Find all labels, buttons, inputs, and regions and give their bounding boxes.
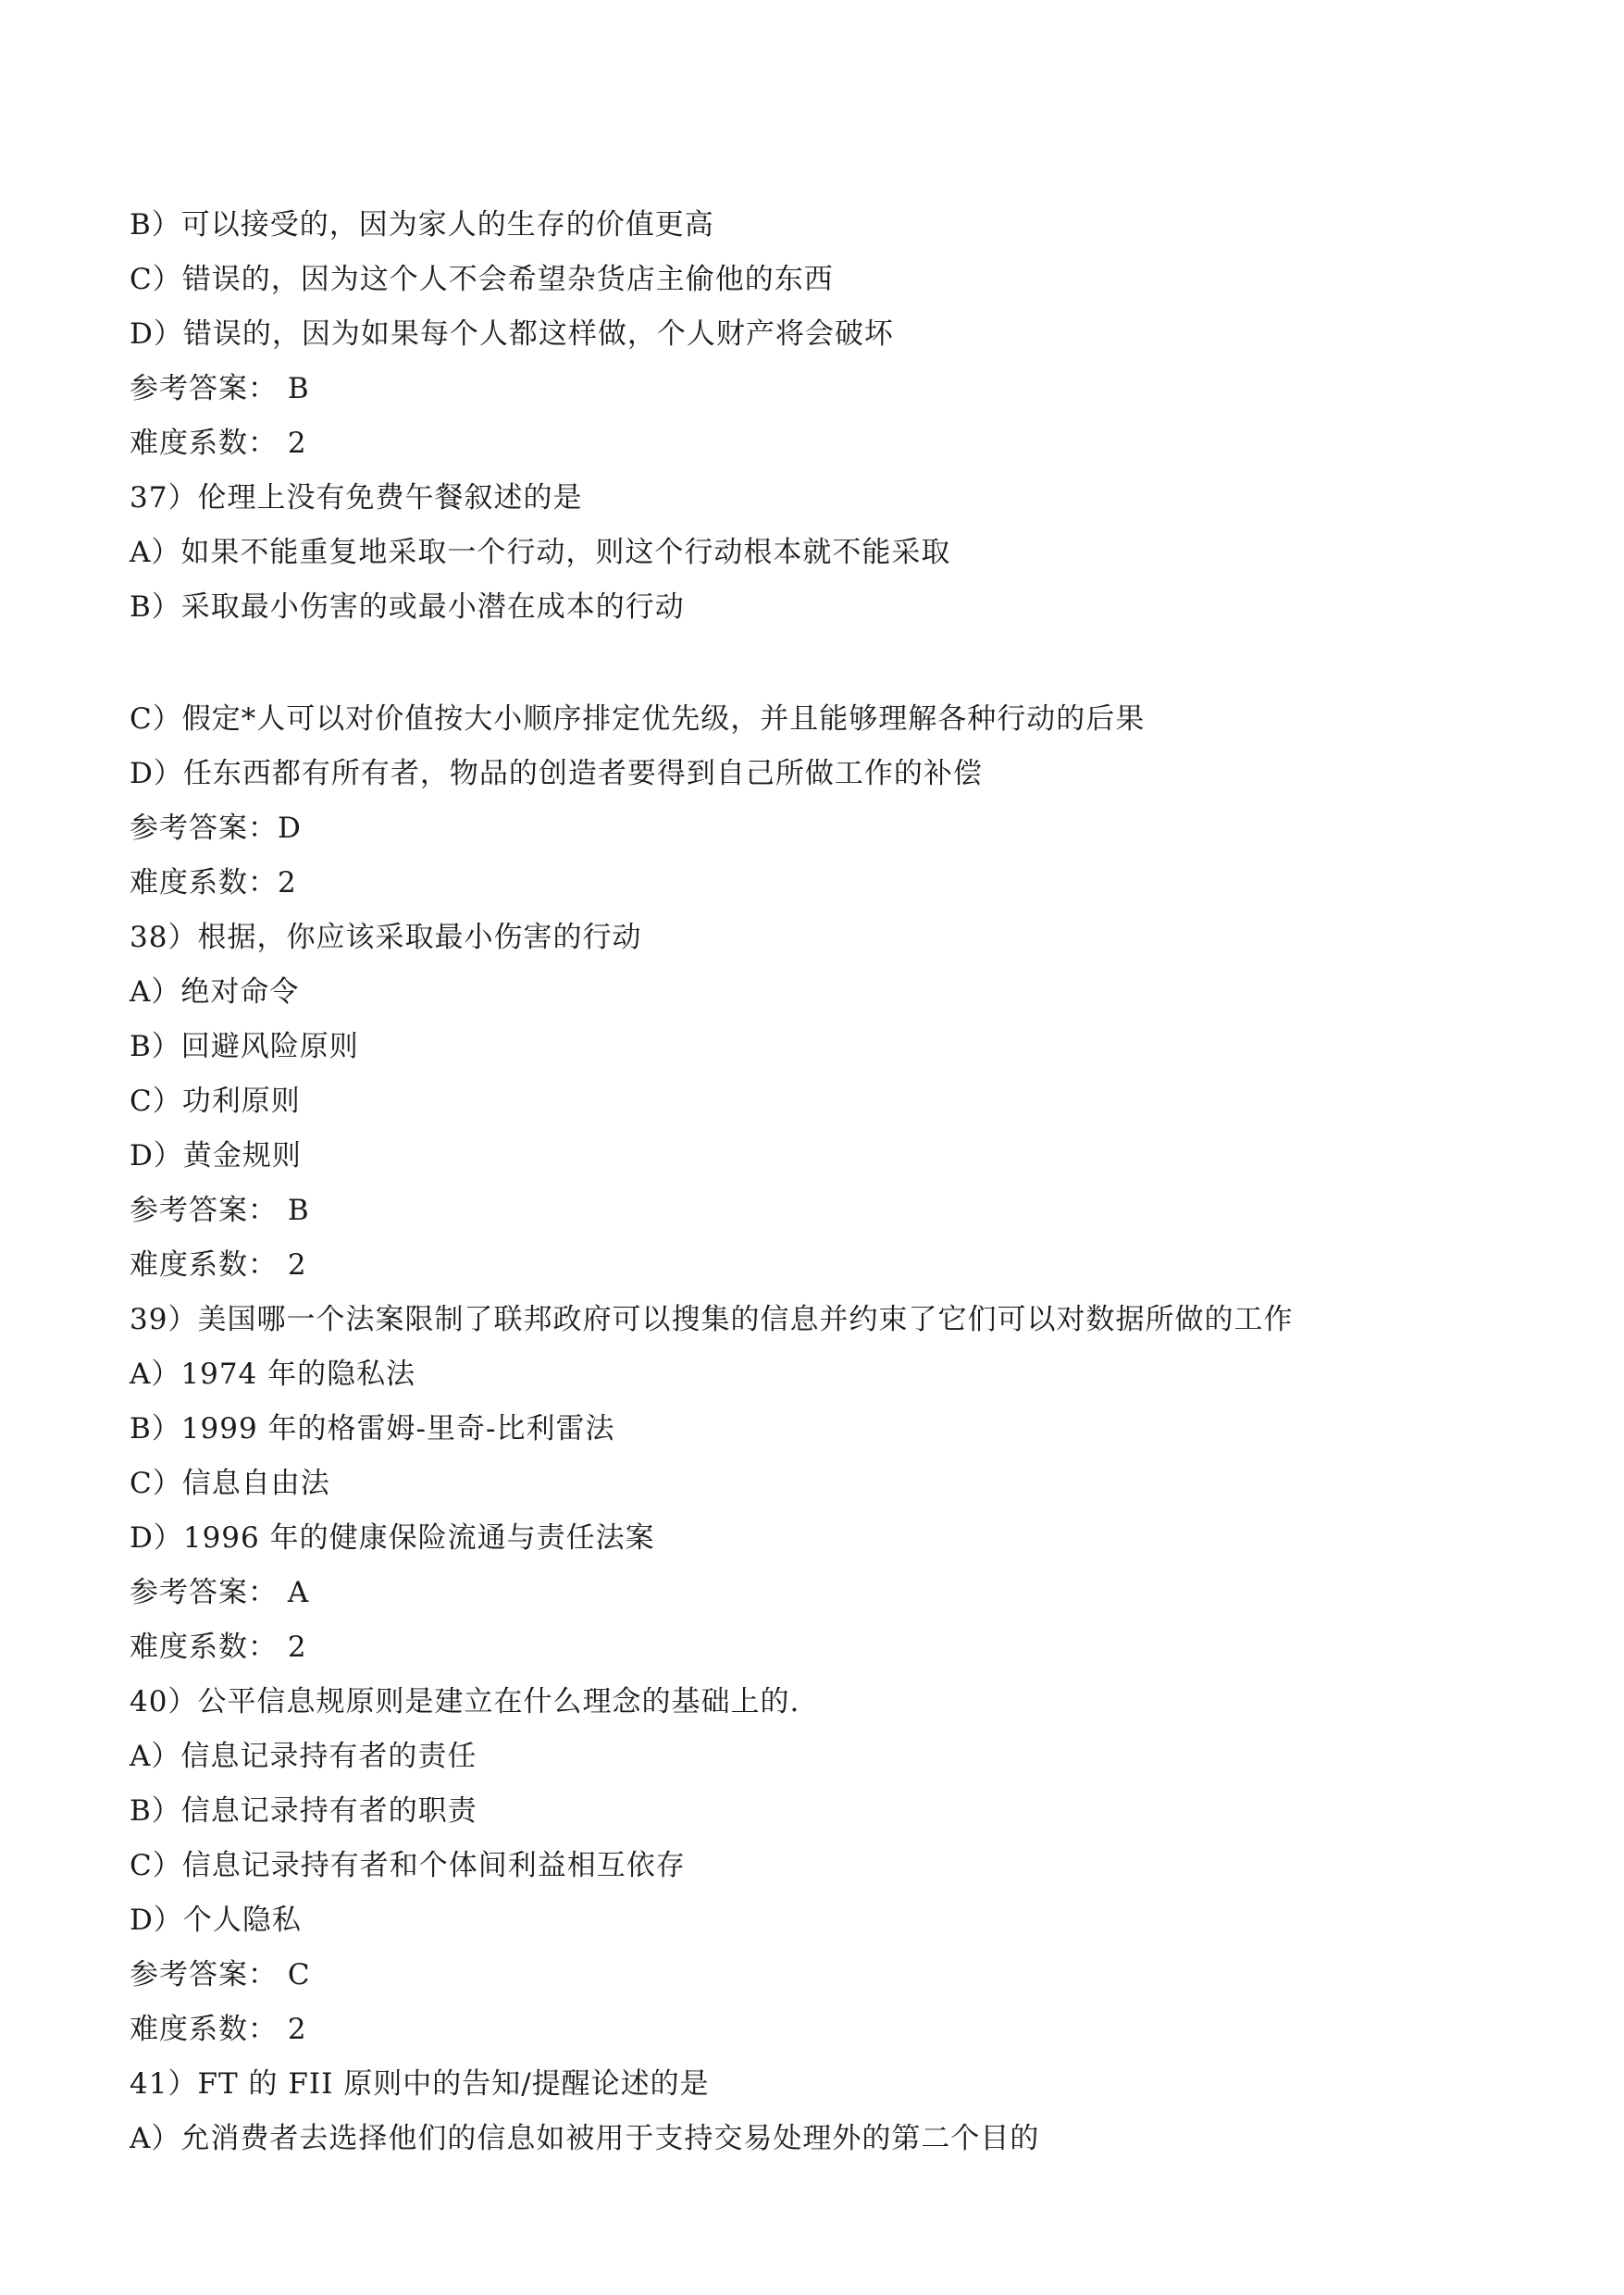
question-41-line: 41）FT 的 FII 原则中的告知/提醒论述的是 [130, 2067, 710, 2101]
difficulty-line: 难度系数： 2 [130, 2013, 307, 2046]
option-d-line: D）错误的，因为如果每个人都这样做，个人财产将会破坏 [130, 317, 894, 351]
text-block-main [130, 692, 1499, 2166]
option-a-line: A）信息记录持有者的责任 [130, 1740, 477, 1773]
option-b-line: B）回避风险原则 [130, 1030, 359, 1063]
option-c-line: C）假定*人可以对价值按大小顺序排定优先级，并且能够理解各种行动的后果 [130, 702, 1146, 736]
answer-line: 参考答案： B [130, 1194, 310, 1227]
answer-line: 参考答案：D [130, 812, 302, 845]
question-38-line: 38）根据，你应该采取最小伤害的行动 [130, 921, 642, 954]
option-c-line: C）功利原则 [130, 1085, 301, 1118]
text-block-top [130, 198, 1499, 635]
option-a-line: A）1974 年的隐私法 [130, 1358, 416, 1391]
option-d-line: D）黄金规则 [130, 1139, 302, 1172]
option-b-line: B）采取最小伤害的或最小潜在成本的行动 [130, 590, 685, 624]
difficulty-line: 难度系数： 2 [130, 1248, 307, 1282]
difficulty-line: 难度系数： 2 [130, 1631, 307, 1664]
answer-line: 参考答案： A [130, 1576, 310, 1609]
option-a-line: A）绝对命令 [130, 975, 300, 1009]
question-37-line: 37）伦理上没有免费午餐叙述的是 [130, 481, 583, 515]
option-c-line: C）错误的，因为这个人不会希望杂货店主偷他的东西 [130, 263, 834, 296]
option-d-line: D）个人隐私 [130, 1904, 302, 1937]
question-39-line: 39）美国哪一个法案限制了联邦政府可以搜集的信息并约束了它们可以对数据所做的工作 [130, 1303, 1294, 1336]
option-b-line: B）可以接受的，因为家人的生存的价值更高 [130, 208, 714, 242]
question-40-line: 40）公平信息规原则是建立在什么理念的基础上的. [130, 1685, 800, 1718]
answer-line: 参考答案： B [130, 372, 310, 405]
option-b-line: B）信息记录持有者的职责 [130, 1794, 477, 1828]
option-d-line: D）任东西都有所有者，物品的创造者要得到自己所做工作的补偿 [130, 757, 983, 790]
option-c-line: C）信息记录持有者和个体间利益相互依存 [130, 1849, 686, 1882]
difficulty-line: 难度系数： 2 [130, 427, 307, 460]
option-b-line: B）1999 年的格雷姆-里奇-比利雷法 [130, 1412, 615, 1445]
option-c-line: C）信息自由法 [130, 1467, 330, 1500]
answer-line: 参考答案： C [130, 1958, 311, 1991]
option-a-line: A）允消费者去选择他们的信息如被用于支持交易处理外的第二个目的 [130, 2122, 1040, 2155]
difficulty-line: 难度系数：2 [130, 866, 297, 899]
option-d-line: D）1996 年的健康保险流通与责任法案 [130, 1521, 655, 1555]
option-a-line: A）如果不能重复地采取一个行动，则这个行动根本就不能采取 [130, 536, 951, 569]
